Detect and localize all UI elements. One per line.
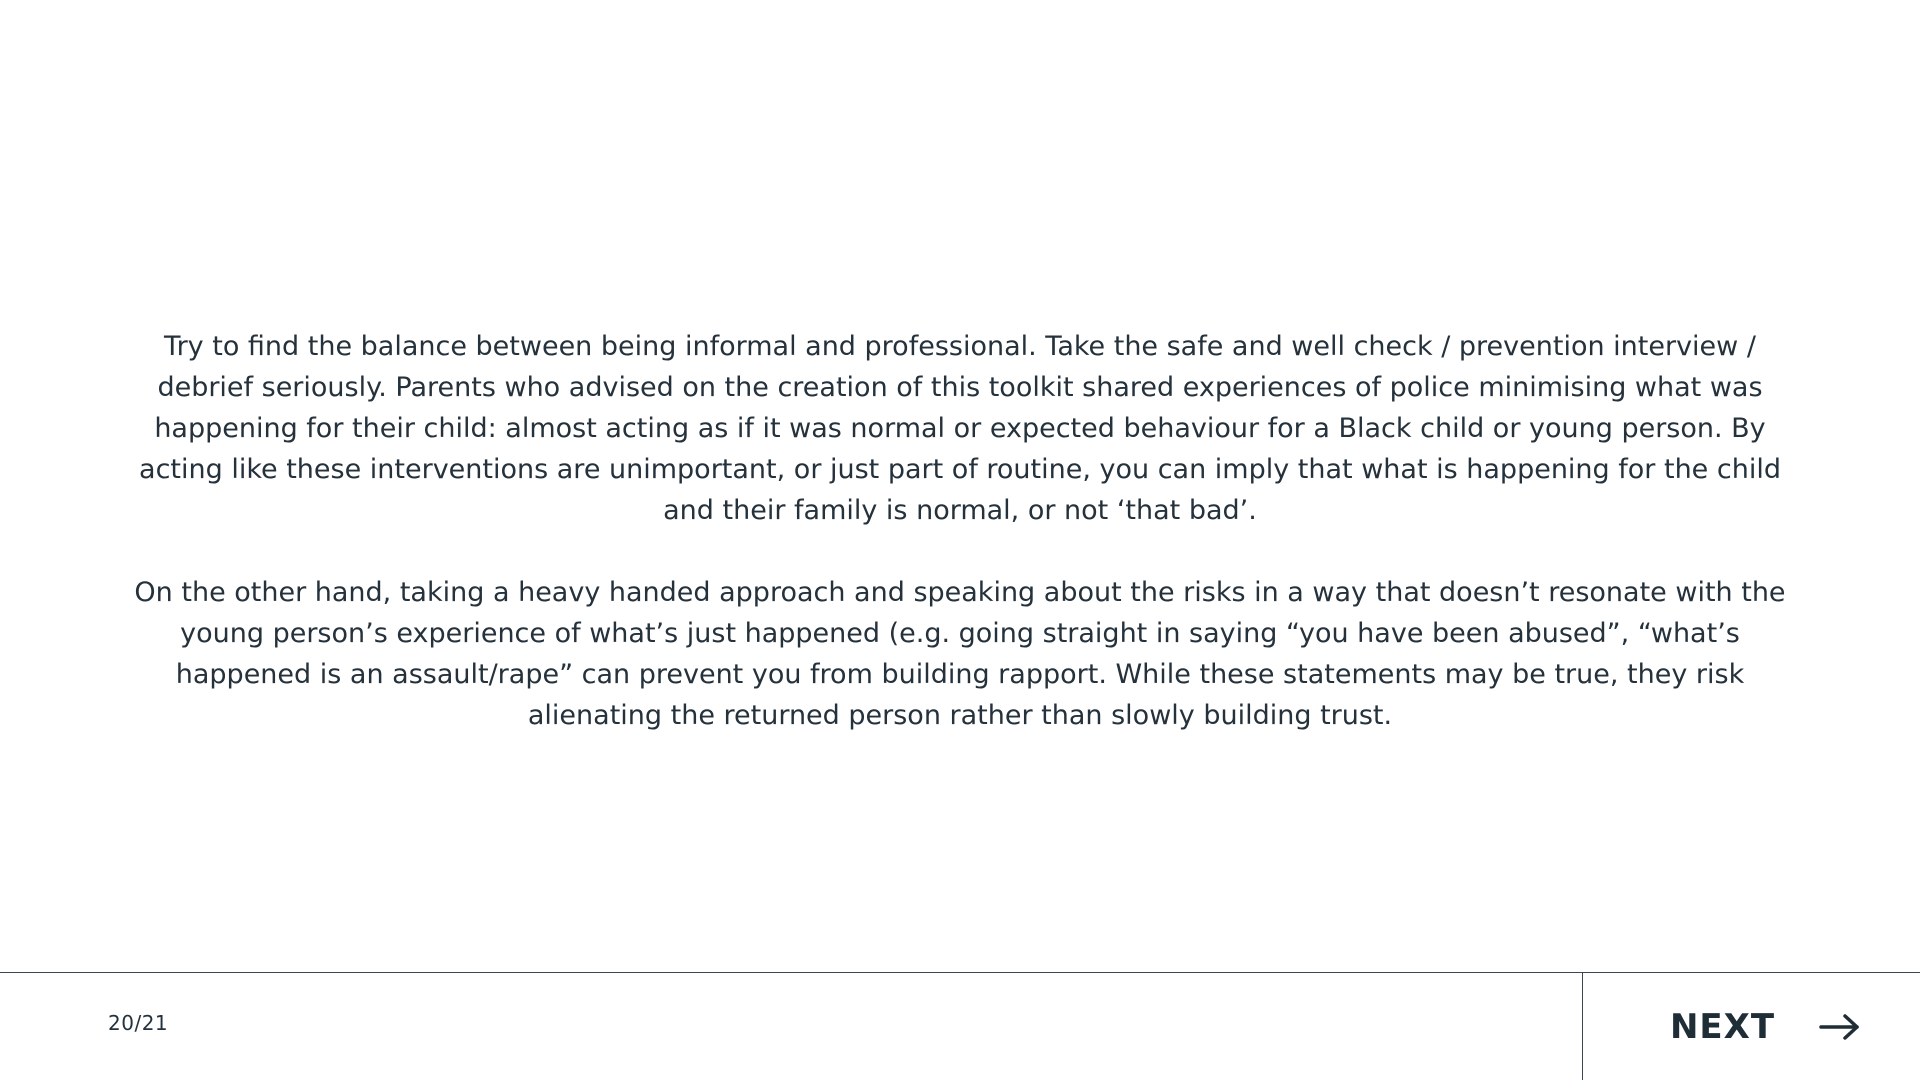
next-button-label: NEXT: [1669, 1007, 1776, 1047]
body-paragraph-2: On the other hand, taking a heavy handed approach and speaking about the risks in a way that doesn’t resonate with the young person’s experience of what’s just happened (e.g. going straight in saying “you have been abused”, “what’s happened is an assault/rape” can prevent you from building rapport. While these statements may be true, they risk alienating the returned person rather than slowly building trust.: [134, 577, 1786, 731]
next-button[interactable]: [1582, 973, 1920, 1080]
content-area: [120, 326, 1800, 736]
page-counter: 20/21: [108, 1011, 169, 1035]
body-paragraph-1: Try to find the balance between being informal and professional. Take the safe and well check / prevention interview / debrief seriously. Parents who advised on the creation of this toolkit shared experiences of police minimising what was happening for their child: almost acting as if it was normal or expected behaviour for a Black child or young person. By acting like these interventions are unimportant, or just part of routine, you can imply that what is happening for the child and their family is normal, or not ‘that bad’.: [139, 331, 1781, 526]
arrow-right-icon: [1819, 1013, 1861, 1041]
footer-bar: [0, 972, 1920, 1080]
